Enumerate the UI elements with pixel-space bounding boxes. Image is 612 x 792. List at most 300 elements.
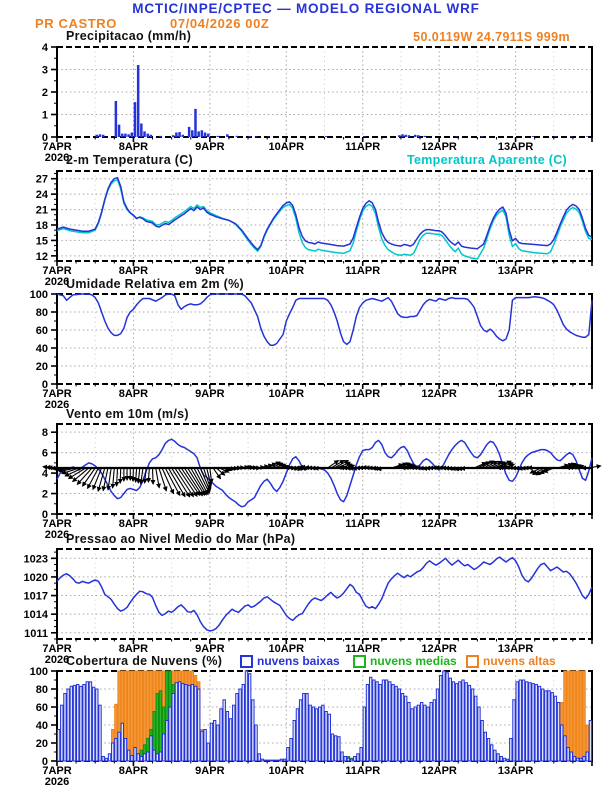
x-day-label: 13APR	[497, 388, 534, 400]
y-tick-label: 2	[41, 87, 48, 99]
precip-bar	[398, 135, 401, 137]
cloud-bar	[382, 680, 384, 761]
station-name: PR CASTRO	[35, 16, 117, 31]
cloud-bar	[194, 686, 196, 761]
cloud-bar	[252, 700, 254, 761]
wind-arrow	[461, 468, 471, 469]
cloud-bar	[223, 700, 225, 761]
y-tick-label: 21	[35, 204, 48, 217]
cloud-bar	[519, 680, 521, 761]
wind-arrow	[213, 468, 220, 479]
cloud-bar	[217, 725, 219, 761]
wind-arrow	[113, 468, 115, 488]
cloud-bar	[162, 734, 164, 761]
cloud-bar	[334, 736, 336, 761]
cloud-bar	[513, 700, 515, 761]
cloud-bar	[573, 757, 575, 762]
cloud-bar	[99, 705, 101, 761]
cloud-bar	[61, 705, 63, 761]
x-day-label: 12APR	[421, 141, 457, 153]
cloud-bar	[134, 748, 136, 762]
y-tick-label: 27	[35, 173, 48, 186]
x-day-label: 12APR	[421, 388, 457, 400]
cloud-bar	[452, 682, 454, 761]
cloud-bar	[576, 758, 578, 761]
x-day-label: 7APR	[42, 643, 72, 655]
y-tick-label: 15	[35, 235, 48, 248]
cloud-bar	[159, 752, 161, 761]
cloud-bar	[347, 758, 349, 761]
x-year-label: 2026	[44, 529, 70, 541]
cloud-bar	[392, 685, 394, 762]
panel-title-clouds: Cobertura de Nuvens (%)	[66, 654, 223, 668]
cloud-bar	[398, 689, 400, 761]
precip-bar	[143, 131, 146, 137]
cloud-bar	[436, 689, 438, 761]
cloud-bar	[373, 680, 375, 761]
cloud-bar	[83, 685, 85, 762]
cloud-bar	[322, 705, 324, 761]
cloud-bar	[268, 760, 270, 761]
cloud-bar	[344, 757, 346, 762]
y-tick-label: 100	[29, 289, 48, 301]
precip-bar	[137, 65, 140, 137]
cloud-bar	[248, 674, 250, 761]
x-day-label: 7APR	[42, 518, 72, 530]
cloud-bar	[401, 694, 403, 762]
x-day-label: 11APR	[345, 388, 381, 400]
cloud-bar	[118, 732, 120, 761]
precip-bar	[96, 135, 99, 137]
cloud-bar	[127, 671, 129, 761]
y-tick-label: 3	[41, 64, 48, 77]
cloud-bar	[277, 760, 279, 761]
y-tick-label: 2	[41, 488, 48, 501]
wind-arrow	[148, 468, 149, 482]
x-day-label: 10APR	[268, 765, 305, 777]
cloud-bar	[306, 694, 308, 762]
wind-arrow	[117, 468, 118, 486]
cloud-bar	[471, 689, 473, 761]
x-day-label: 9APR	[195, 643, 225, 655]
cloud-bar	[207, 743, 209, 761]
x-day-label: 13APR	[497, 141, 534, 153]
cloud-bar	[80, 686, 82, 761]
cloud-bar	[287, 748, 289, 762]
precip-bar	[267, 136, 270, 137]
cloud-bar	[510, 739, 512, 762]
cloud-bar	[395, 686, 397, 761]
cloud-bar	[102, 757, 104, 762]
y-tick-label: 1023	[23, 553, 48, 566]
cloud-bar	[350, 759, 352, 761]
x-day-label: 9APR	[195, 518, 225, 530]
x-day-label: 13APR	[497, 765, 534, 777]
cloud-bar	[245, 671, 247, 761]
precip-bar	[115, 101, 118, 137]
cloud-bar	[242, 685, 244, 762]
cloud-bar	[150, 736, 152, 761]
precip-bar	[404, 135, 407, 137]
cloud-bar	[143, 754, 145, 761]
y-tick-label: 60	[35, 325, 48, 337]
cloud-bar	[204, 730, 206, 762]
wind-arrow	[120, 468, 121, 483]
y-tick-label: 1017	[23, 590, 48, 603]
cloud-bar	[580, 758, 582, 761]
cloud-bar	[92, 687, 94, 761]
x-day-label: 10APR	[268, 265, 305, 277]
precip-bar	[121, 134, 124, 137]
x-day-label: 11APR	[345, 765, 381, 777]
cloud-bar	[522, 680, 524, 761]
x-day-label: 9APR	[195, 141, 225, 153]
precip-bar	[99, 134, 102, 137]
x-day-label: 8APR	[118, 765, 149, 777]
cloud-bar	[312, 707, 314, 761]
cloud-bar	[376, 682, 378, 761]
cloud-bar	[296, 709, 298, 761]
x-day-label: 11APR	[345, 518, 381, 530]
cloud-bar	[226, 712, 228, 762]
cloud-bar	[96, 689, 98, 761]
precip-bar	[207, 134, 210, 137]
cloud-bar	[583, 671, 585, 761]
cloud-bar	[86, 682, 88, 761]
wind-arrow	[159, 468, 166, 491]
cloud-bar	[408, 703, 410, 762]
cloud-bar	[576, 671, 578, 761]
x-day-label: 9APR	[195, 388, 225, 400]
x-day-label: 11APR	[345, 141, 381, 153]
cloud-bar	[586, 752, 588, 761]
cloud-bar	[506, 759, 508, 761]
precip-bar	[217, 136, 220, 137]
cloud-bar	[105, 758, 107, 761]
x-day-label: 8APR	[118, 265, 149, 277]
cloud-bar	[487, 739, 489, 762]
cloud-bar	[379, 685, 381, 762]
cloud-bar	[478, 707, 480, 761]
cloud-bar	[89, 682, 91, 761]
x-day-label: 9APR	[195, 265, 225, 277]
cloud-bar	[526, 682, 528, 761]
cloud-bar	[67, 689, 69, 761]
cloud-bar	[274, 760, 276, 761]
precip-bar	[255, 136, 258, 137]
cloud-bar	[213, 721, 215, 762]
cloud-bar	[529, 683, 531, 761]
cloud-bar	[405, 696, 407, 761]
y-tick-label: 20	[35, 738, 48, 750]
precip-bar	[175, 133, 178, 138]
cloud-bar	[121, 723, 123, 761]
x-day-label: 10APR	[268, 518, 305, 530]
cloud-bar	[427, 707, 429, 761]
precip-bar	[325, 136, 328, 137]
cloud-bar	[366, 685, 368, 762]
wind-arrow	[136, 468, 137, 482]
x-day-label: 10APR	[268, 643, 305, 655]
series-line	[57, 180, 592, 259]
precip-bar	[118, 125, 121, 137]
precip-bar	[127, 134, 130, 137]
x-year-label: 2026	[44, 654, 70, 666]
x-day-label: 8APR	[118, 388, 149, 400]
cloud-bar	[551, 693, 553, 761]
y-tick-label: 20	[35, 361, 48, 373]
cloud-bar	[309, 705, 311, 761]
cloud-bar	[446, 673, 448, 761]
legend-label-mid-clouds: nuvens medias	[370, 654, 457, 668]
x-day-label: 12APR	[421, 643, 457, 655]
cloud-bar	[554, 696, 556, 761]
precip-bar	[178, 132, 181, 137]
y-tick-label: 40	[35, 720, 48, 732]
y-tick-label: 4	[41, 42, 48, 54]
cloud-bar	[131, 756, 133, 761]
x-day-label: 9APR	[195, 765, 225, 777]
cloud-bar	[360, 748, 362, 762]
precip-bar	[134, 102, 137, 137]
precip-bar	[197, 131, 200, 137]
precip-bar	[586, 136, 589, 137]
x-day-label: 7APR	[42, 388, 72, 400]
precip-bar	[248, 136, 251, 137]
precip-bar	[424, 136, 427, 137]
cloud-bar	[331, 734, 333, 761]
cloud-bar	[293, 721, 295, 762]
precip-bar	[181, 135, 184, 137]
cloud-bar	[140, 671, 142, 761]
precip-bar	[140, 124, 143, 138]
cloud-bar	[271, 760, 273, 761]
cloud-bar	[159, 691, 161, 761]
y-tick-label: 4	[41, 468, 48, 481]
cloud-bar	[583, 757, 585, 762]
x-day-label: 8APR	[118, 518, 149, 530]
precip-bar	[226, 134, 229, 137]
precip-bar	[204, 133, 207, 138]
cloud-bar	[417, 705, 419, 761]
wind-arrow	[138, 468, 140, 483]
cloud-bar	[561, 725, 563, 761]
y-tick-label: 1020	[23, 571, 48, 584]
precip-bar	[532, 136, 535, 137]
cloud-bar	[589, 721, 591, 762]
legend-label-high-clouds: nuvens altas	[483, 654, 556, 668]
cloud-bar	[328, 714, 330, 761]
wind-arrow	[168, 468, 185, 497]
panel-title-precip: Precipitacao (mm/h)	[66, 29, 192, 43]
y-tick-label: 40	[35, 343, 48, 355]
cloud-bar	[557, 703, 559, 762]
y-tick-label: 24	[35, 189, 48, 202]
precip-bar	[191, 130, 194, 137]
cloud-bar	[188, 685, 190, 761]
cloud-bar	[140, 757, 142, 762]
cloud-bar	[443, 671, 445, 761]
cloud-bar	[414, 707, 416, 761]
precip-bar	[408, 135, 411, 137]
y-tick-label: 0	[41, 756, 48, 768]
cloud-bar	[169, 707, 171, 761]
precip-bar	[159, 136, 162, 137]
panel-title-apparent-temp: Temperatura Aparente (C)	[406, 153, 567, 167]
cloud-bar	[541, 689, 543, 761]
cloud-bar	[459, 682, 461, 761]
x-year-label: 2026	[44, 152, 70, 164]
cloud-bar	[220, 709, 222, 761]
precip-bar	[124, 134, 127, 137]
cloud-bar	[290, 739, 292, 762]
precip-bar	[570, 136, 573, 137]
cloud-bar	[64, 694, 66, 762]
x-day-label: 11APR	[345, 643, 381, 655]
y-tick-label: 100	[29, 666, 48, 678]
cloud-bar	[538, 686, 540, 761]
cloud-bar	[573, 671, 575, 761]
cloud-bar	[303, 694, 305, 762]
cloud-bar	[172, 694, 174, 762]
y-tick-label: 1011	[24, 627, 48, 640]
cloud-bar	[70, 686, 72, 761]
wind-arrow	[153, 468, 154, 484]
x-year-label: 2026	[44, 399, 70, 411]
x-day-label: 10APR	[268, 388, 305, 400]
precip-bar	[146, 134, 149, 137]
precip-bar	[131, 133, 134, 138]
station-coordinates: 50.0119W 24.7911S 999m	[413, 30, 570, 44]
cloud-bar	[338, 737, 340, 761]
cloud-bar	[481, 721, 483, 762]
x-day-label: 12APR	[421, 265, 457, 277]
x-day-label: 7APR	[42, 765, 72, 777]
page-title: MCTIC/INPE/CPTEC — MODELO REGIONAL WRF	[132, 1, 480, 16]
cloud-bar	[570, 752, 572, 761]
cloud-bar	[229, 719, 231, 761]
cloud-bar	[108, 754, 110, 761]
cloud-bar	[497, 754, 499, 761]
cloud-bar	[236, 694, 238, 762]
y-tick-label: 80	[35, 307, 48, 319]
cloud-bar	[357, 754, 359, 761]
cloud-bar	[175, 683, 177, 761]
cloud-bar	[137, 671, 139, 761]
precip-bar	[401, 134, 404, 137]
cloud-bar	[73, 685, 75, 761]
cloud-bar	[201, 731, 203, 761]
precip-bar	[172, 135, 175, 137]
cloud-bar	[465, 683, 467, 761]
x-day-label: 13APR	[497, 265, 534, 277]
precip-bar	[236, 136, 239, 137]
y-tick-label: 8	[41, 427, 48, 440]
x-day-label: 7APR	[42, 265, 72, 277]
cloud-bar	[156, 754, 158, 761]
y-tick-label: 12	[35, 250, 48, 263]
precip-bar	[363, 136, 366, 137]
cloud-bar	[153, 750, 155, 761]
cloud-bar	[363, 707, 365, 761]
precip-bar	[417, 135, 420, 137]
cloud-bar	[284, 759, 286, 761]
cloud-bar	[475, 696, 477, 761]
cloud-bar	[420, 703, 422, 762]
cloud-bar	[354, 757, 356, 762]
cloud-bar	[258, 754, 260, 761]
cloud-bar	[233, 705, 235, 761]
cloud-bar	[261, 759, 263, 761]
wind-arrow	[315, 468, 325, 469]
cloud-bar	[548, 691, 550, 761]
precip-bar	[554, 136, 557, 137]
y-tick-label: 0	[41, 509, 48, 521]
cloud-bar	[191, 685, 193, 762]
cloud-bar	[490, 745, 492, 761]
cloud-bar	[411, 709, 413, 761]
cloud-bar	[315, 709, 317, 761]
precip-bar	[201, 130, 204, 137]
cloud-bar	[468, 685, 470, 761]
wind-arrow	[108, 468, 111, 490]
precip-bar	[194, 109, 197, 137]
y-tick-label: 18	[35, 220, 48, 232]
cloud-bar	[255, 725, 257, 761]
cloud-bar	[516, 682, 518, 761]
cloud-bar	[185, 685, 187, 762]
legend-label-low-clouds: nuvens baixas	[257, 654, 340, 668]
cloud-bar	[385, 680, 387, 761]
x-day-label: 13APR	[497, 518, 534, 530]
cloud-bar	[424, 705, 426, 761]
cloud-bar	[239, 689, 241, 761]
precip-bar	[102, 135, 105, 137]
cloud-bar	[503, 758, 505, 761]
cloud-bar	[567, 748, 569, 762]
cloud-bar	[494, 750, 496, 761]
cloud-bar	[430, 703, 432, 762]
precip-bar	[455, 136, 458, 137]
cloud-bar	[449, 678, 451, 761]
cloud-bar	[580, 671, 582, 761]
y-tick-label: 0	[41, 132, 48, 144]
wind-arrow	[156, 468, 159, 488]
x-year-label: 2026	[44, 776, 70, 788]
cloud-bar	[147, 752, 149, 761]
wind-arrow	[145, 468, 147, 483]
y-tick-label: 60	[35, 702, 48, 714]
cloud-bar	[264, 760, 266, 761]
cloud-bar	[532, 684, 534, 761]
precip-bar	[188, 127, 191, 137]
y-tick-label: 1	[41, 109, 48, 122]
cloud-bar	[127, 750, 129, 761]
cloud-bar	[137, 754, 139, 761]
y-tick-label: 1014	[23, 609, 48, 622]
cloud-bar	[210, 723, 212, 761]
cloud-bar	[280, 759, 282, 761]
x-day-label: 8APR	[118, 141, 149, 153]
cloud-bar	[535, 685, 537, 762]
x-day-label: 8APR	[118, 643, 149, 655]
cloud-bar	[156, 694, 158, 762]
cloud-bar	[462, 680, 464, 761]
x-day-label: 7APR	[42, 141, 72, 153]
x-year-label: 2026	[44, 276, 70, 288]
cloud-bar	[564, 736, 566, 761]
cloud-bar	[484, 732, 486, 761]
